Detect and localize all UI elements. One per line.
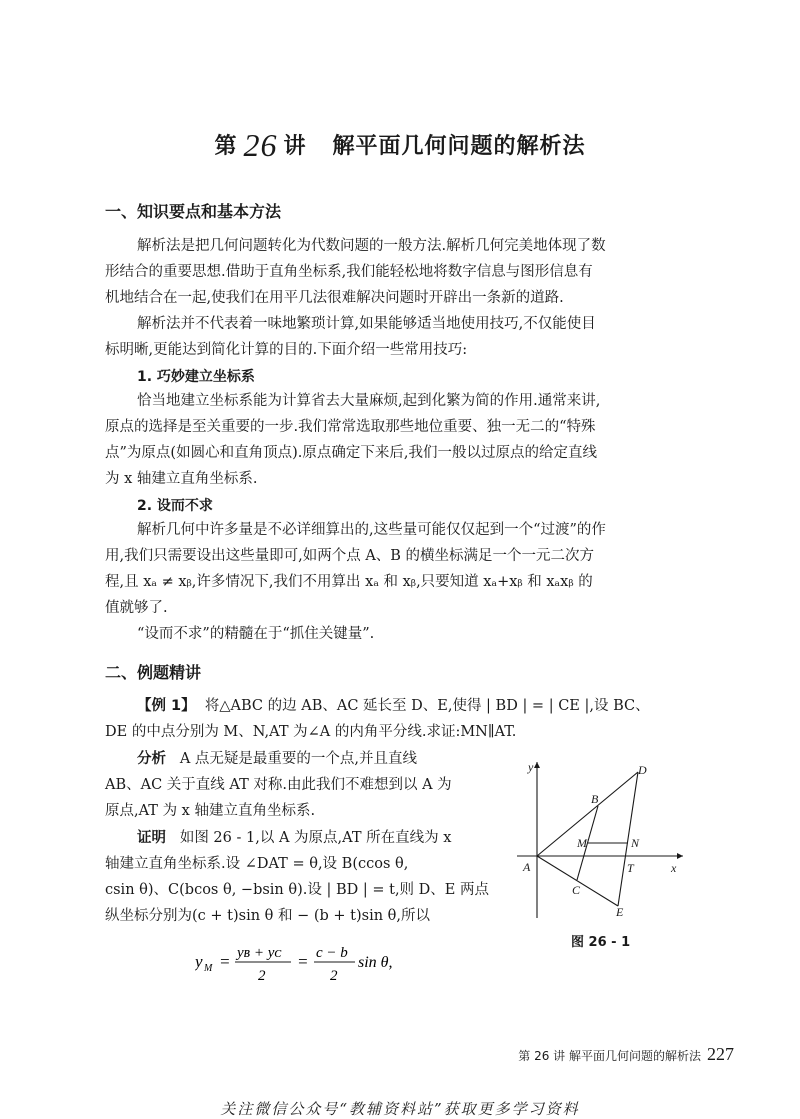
sub2-heading: 2. 设而不求 [137,498,213,514]
y-axis-arrow [534,762,540,768]
eq-lhs: y [195,952,203,971]
label-D: D [638,763,647,777]
eq-lhs-sub: M [204,963,213,974]
page-footer [518,1044,734,1065]
eq-frac1-num: yʙ + yᴄ [237,945,282,961]
analysis-text-1: A 点无疑是最重要的一个点,并且直线 [179,751,418,767]
example-line-2: DE 的中点分别为 M、N,AT 为∠A 的内角平分线.求证:MN∥AT. [105,724,517,740]
eq-equals-2: = [297,952,309,971]
title-number: 26 [243,127,278,163]
label-E: E [616,905,624,919]
figure-caption: 图 26 - 1 [571,935,631,950]
sub2-line-2: 用,我们只需要设出这些量即可,如两个点 A、B 的横坐标满足一个一元二次方 [105,548,595,564]
label-A: A [523,860,531,874]
figure-26-1 [517,758,687,923]
x-axis-arrow [677,853,683,859]
sub2-note: “设而不求”的精髓在于“抓住关键量”. [137,626,375,642]
figure-svg [517,758,687,923]
label-M: M [577,836,587,850]
eq-frac2-den: 2 [330,968,338,984]
sub2-line-4: 值就够了. [105,600,168,616]
eq-frac2-num: c − b [316,945,348,961]
footer-text: 第 26 讲 解平面几何问题的解析法 [518,1049,701,1063]
watermark: 关注微信公众号“教辅资料站”获取更多学习资料 [220,1100,580,1118]
proof-text-1: 如图 26 - 1,以 A 为原点,AT 所在直线为 x [179,830,452,846]
label-B: B [591,792,599,806]
sub1-line-3: 点”为原点(如圆心和直角顶点).原点确定下来后,我们一般以过原点的给定直线 [105,445,597,461]
analysis-line-2: AB、AC 关于直线 AT 对称.由此我们不难想到以 A 为 [105,777,452,793]
p2-line-2: 标明晰,更能达到简化计算的目的.下面介绍一些常用技巧: [105,342,468,358]
p1-line-3: 机地结合在一起,使我们在用平几法很难解决问题时开辟出一条新的道路. [105,290,564,306]
eq-tail: sin θ, [358,954,393,971]
sub1-line-1: 恰当地建立坐标系能为计算省去大量麻烦,起到化繁为简的作用.通常来讲, [137,393,601,409]
sub2-line-1: 解析几何中许多量是不必详细算出的,这些量可能仅仅起到一个“过渡”的作 [137,522,606,538]
equation-svg [195,940,425,990]
proof-line-4: 纵坐标分别为(c + t)sin θ 和 − (b + t)sin θ,所以 [105,908,431,924]
example-text-1: 将△ABC 的边 AB、AC 延长至 D、E,使得 | BD | = | CE |,设 BC、 [204,698,650,714]
example-label: 【例 1】 [137,698,196,714]
p2-line-1: 解析法并不代表着一味地繁琐计算,如果能够适当地使用技巧,不仅能使目 [137,316,596,332]
line-AE [537,856,618,906]
title-text: 解平面几何问题的解析法 [332,134,586,159]
proof-line-2: 轴建立直角坐标系.设 ∠DAT = θ,设 B(ccos θ, [105,856,409,872]
label-N: N [631,836,640,850]
analysis-line-3: 原点,AT 为 x 轴建立直角坐标系. [105,803,316,819]
eq-equals-1: = [219,952,231,971]
section1-heading: 一、知识要点和基本方法 [105,202,282,221]
analysis-label: 分析 [137,751,166,767]
proof-line-3: csin θ)、C(bcos θ, −bsin θ).设 | BD | = t,则 D、E 两点 [105,882,489,898]
proof-line-1 [137,828,451,848]
title-prefix: 第 [214,134,238,159]
section2-heading: 二、例题精讲 [105,663,202,682]
sub1-line-4: 为 x 轴建立直角坐标系. [105,471,258,487]
label-T: T [627,861,634,875]
label-y: y [528,760,534,774]
sub1-line-2: 原点的选择是至关重要的一步.我们常常选取那些地位重要、独一无二的“特殊 [105,419,596,435]
title-suffix: 讲 [283,134,307,159]
lecture-title [0,124,800,161]
sub2-line-3: 程,且 xₐ ≠ xᵦ,许多情况下,我们不用算出 xₐ 和 xᵦ,只要知道 xₐ+xᵦ 和 xₐxᵦ 的 [105,574,593,590]
analysis-line-1 [137,749,417,769]
label-x: x [671,861,677,875]
example-line-1 [137,696,650,716]
eq-frac1-den: 2 [258,968,266,984]
equation-ym [195,940,425,990]
p1-line-1: 解析法是把几何问题转化为代数问题的一般方法.解析几何完美地体现了数 [137,238,606,254]
page-number: 227 [707,1044,734,1064]
p1-line-2: 形结合的重要思想.借助于直角坐标系,我们能轻松地将数字信息与图形信息有 [105,264,593,280]
proof-label: 证明 [137,830,166,846]
label-C: C [572,883,581,897]
sub1-heading: 1. 巧妙建立坐标系 [137,369,255,385]
